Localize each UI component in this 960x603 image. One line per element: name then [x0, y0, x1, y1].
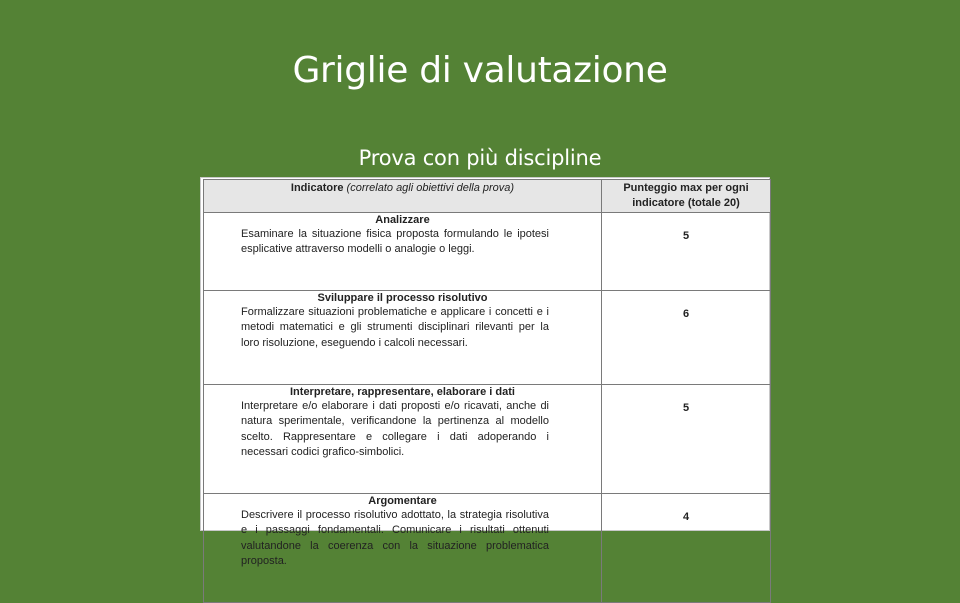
header-score-line1: Punteggio max per ogni: [623, 182, 749, 194]
header-score-cell: [602, 180, 771, 213]
indicator-name: Sviluppare il processo risolutivo: [317, 292, 488, 304]
indicator-description: Descrivere il processo risolutivo adottato, la strategia risolutiva e i passaggi fondamentali. Comunicare i risultati ottenuti valutandone la coerenza con la situazione problematica proposta.: [241, 509, 549, 567]
header-indicator-note: (correlato agli obiettivi della prova): [346, 182, 515, 194]
score-cell: 6: [602, 291, 771, 385]
indicator-cell: [204, 494, 602, 603]
header-indicator-label: Indicatore: [290, 182, 344, 194]
indicator-name: Analizzare: [375, 214, 430, 226]
indicator-cell: [204, 291, 602, 385]
table-row: [204, 291, 771, 385]
header-indicator-cell: [204, 180, 602, 213]
table-row: [204, 213, 771, 291]
indicator-description: Esaminare la situazione fisica proposta formulando le ipotesi esplicative attraverso modelli o analogie o leggi.: [241, 228, 549, 256]
table-row: [204, 385, 771, 494]
indicator-name: Argomentare: [368, 495, 437, 507]
indicator-description: Interpretare e/o elaborare i dati proposti e/o ricavati, anche di natura sperimentale, verificandone la pertinenza al modello scelto. Rappresentare e collegare i dati adoperando i necessari codici grafico-simbolici.: [241, 400, 549, 458]
slide-title: Griglie di valutazione: [292, 50, 668, 91]
score-cell: 5: [602, 213, 771, 291]
indicator-name: Interpretare, rappresentare, elaborare i dati: [290, 386, 515, 398]
table-row: [204, 494, 771, 603]
slide-subtitle: Prova con più discipline: [358, 146, 602, 170]
score-cell: 5: [602, 385, 771, 494]
indicator-description: Formalizzare situazioni problematiche e applicare i concetti e i metodi matematici e gli strumenti disciplinari rilevanti per la loro risoluzione, eseguendo i calcoli necessari.: [241, 306, 549, 349]
evaluation-grid-table: [203, 179, 771, 603]
table-header-row: [204, 180, 771, 213]
header-score-line2: indicatore (totale 20): [632, 197, 740, 209]
score-cell: 4: [602, 494, 771, 603]
evaluation-grid-document: [200, 177, 770, 567]
indicator-cell: [204, 385, 602, 494]
indicator-cell: [204, 213, 602, 291]
